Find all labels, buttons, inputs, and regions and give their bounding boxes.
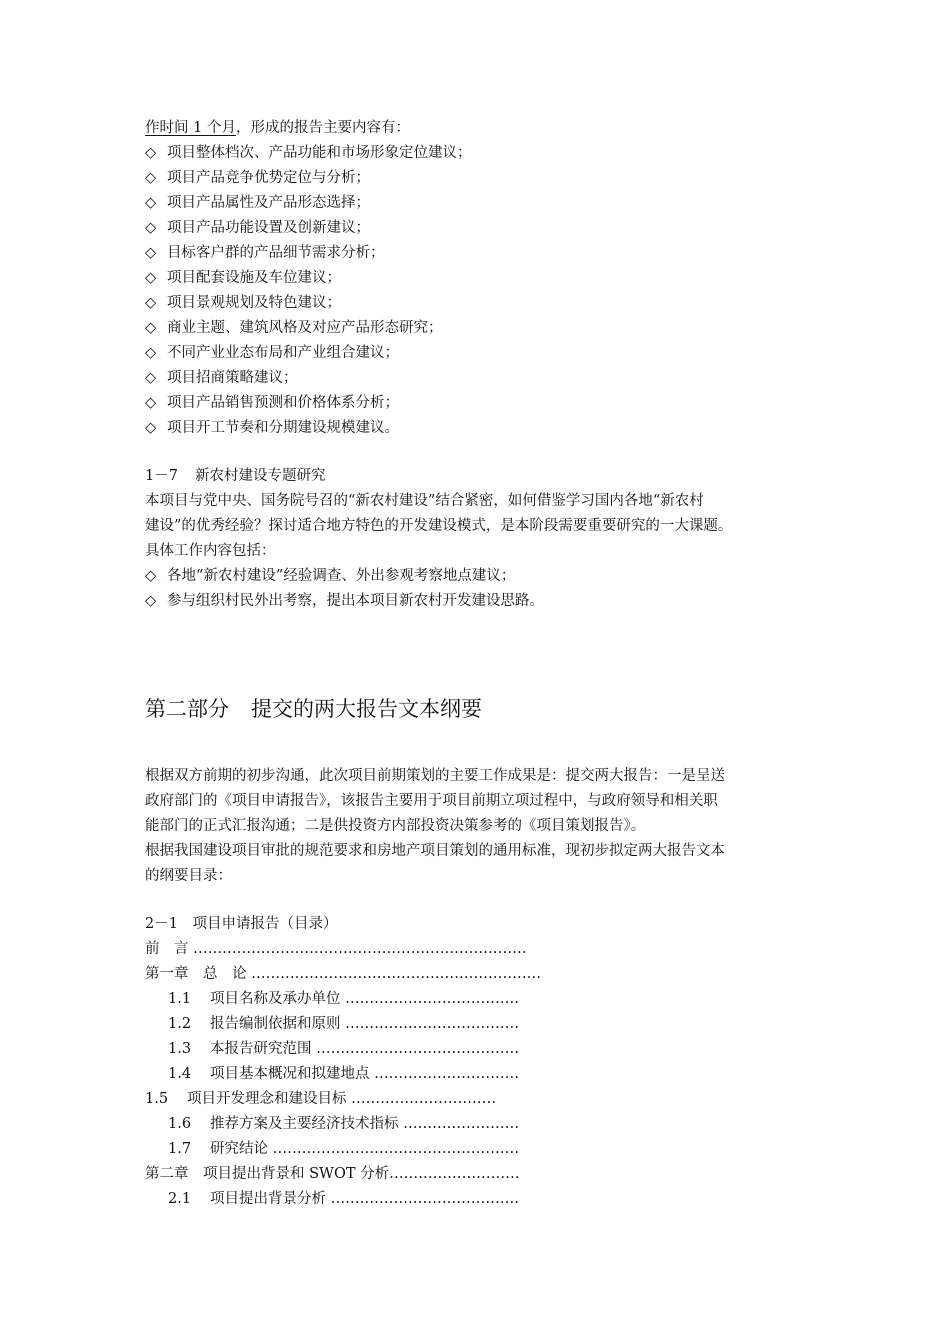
list-item (145, 591, 544, 611)
toc-entry-number: 1.3 (168, 1041, 192, 1057)
toc-entry-number: 1.2 (168, 1016, 192, 1032)
list-item (145, 193, 370, 213)
toc-entry-number: 2.1 (168, 1191, 192, 1207)
list-item-text: 商业主题、建筑风格及对应产品形态研究； (167, 320, 443, 336)
toc-entry (168, 1114, 519, 1134)
list-item-text: 项目招商策略建议； (167, 370, 298, 386)
toc-entry-number: 1.4 (168, 1066, 192, 1082)
toc-entry-number: 1.6 (168, 1116, 192, 1132)
toc-entry (168, 1064, 519, 1084)
toc-entry (145, 964, 541, 984)
list-item (145, 218, 370, 238)
list-item-text: 参与组织村民外出考察，提出本项目新农村开发建设思路。 (167, 593, 544, 609)
toc-entry-number: 1.5 (145, 1091, 169, 1107)
diamond-bullet-icon: ◇ (145, 170, 157, 186)
toc-entry-text: 报告编制依据和原则 ……………………………… (210, 1016, 520, 1032)
toc-entry (168, 1139, 519, 1159)
toc-entry-text: 项目基本概况和拟建地点 ………………………… (210, 1066, 520, 1082)
list-item (145, 318, 443, 338)
toc-entry (168, 989, 519, 1009)
toc-entry-text: 本报告研究范围 …………………………………… (210, 1041, 520, 1057)
section-heading-1-7 (145, 466, 326, 486)
part-title: 提交的两大报告文本纲要 (251, 697, 482, 721)
toc-entry (145, 1164, 520, 1184)
list-item (145, 268, 341, 288)
list-item-text: 项目开工节奏和分期建设规模建议。 (167, 420, 399, 436)
toc-entry-text: 项目名称及承办单位 ……………………………… (210, 991, 520, 1007)
diamond-bullet-icon: ◇ (145, 320, 157, 336)
paragraph-line: 具体工作内容包括： (145, 543, 276, 559)
diamond-bullet-icon: ◇ (145, 420, 157, 436)
toc-entry-number: 1.1 (168, 991, 192, 1007)
toc-entry-text: 研究结论 …………………………………………… (210, 1141, 520, 1157)
toc-entry (145, 939, 527, 959)
diamond-bullet-icon: ◇ (145, 220, 157, 236)
list-item-text: 项目产品销售预测和价格体系分析； (167, 395, 399, 411)
toc-entry (168, 1039, 519, 1059)
diamond-bullet-icon: ◇ (145, 195, 157, 211)
toc-entry-text: 第二章 项目提出背景和 SWOT 分析……………………… (145, 1166, 520, 1182)
toc-entry (145, 1089, 496, 1109)
diamond-bullet-icon: ◇ (145, 370, 157, 386)
paragraph-line: 根据双方前期的初步沟通，此次项目前期策划的主要工作成果是：提交两大报告：一是呈送 (145, 768, 725, 784)
diamond-bullet-icon: ◇ (145, 270, 157, 286)
list-item (145, 418, 399, 438)
diamond-bullet-icon: ◇ (145, 568, 157, 584)
list-item-text: 不同产业业态布局和产业组合建议； (167, 345, 399, 361)
section-number: 1－7 (145, 468, 178, 484)
list-item (145, 343, 399, 363)
paragraph-line: 的纲要目录： (145, 868, 232, 884)
intro-text: ，形成的报告主要内容有： (235, 120, 410, 136)
toc-heading: 2－1 项目申请报告（目录） (145, 916, 338, 932)
intro-underlined-text: 作时间 1 个月 (145, 120, 236, 136)
diamond-bullet-icon: ◇ (145, 345, 157, 361)
list-item (145, 368, 298, 388)
list-item (145, 143, 472, 163)
toc-entry (168, 1014, 519, 1034)
toc-entry-text: 项目提出背景分析 ………………………………… (210, 1191, 520, 1207)
diamond-bullet-icon: ◇ (145, 145, 157, 161)
diamond-bullet-icon: ◇ (145, 395, 157, 411)
list-item (145, 393, 399, 413)
list-item-text: 各地“新农村建设”经验调查、外出参观考察地点建议； (167, 568, 516, 584)
toc-entry (168, 1189, 519, 1209)
section-title: 新农村建设专题研究 (195, 468, 326, 484)
toc-entry-text: 第一章 总 论 …………………………………………………… (145, 966, 542, 982)
paragraph-line: 根据我国建设项目审批的规范要求和房地产项目策划的通用标准，现初步拟定两大报告文本 (145, 843, 725, 859)
list-item (145, 566, 515, 586)
list-item-text: 项目配套设施及车位建议； (167, 270, 341, 286)
paragraph-line: 本项目与党中央、国务院号召的“新农村建设”结合紧密，如何借鉴学习国内各地“新农村 (145, 493, 704, 509)
diamond-bullet-icon: ◇ (145, 245, 157, 261)
toc-entry-text: 项目开发理念和建设目标 ………………………… (187, 1091, 497, 1107)
list-item-text: 项目景观规划及特色建议； (167, 295, 341, 311)
diamond-bullet-icon: ◇ (145, 593, 157, 609)
list-item-text: 项目产品竞争优势定位与分析； (167, 170, 370, 186)
toc-entry-text: 前 言 …………………………………………………………… (145, 941, 527, 957)
list-item-text: 目标客户群的产品细节需求分析； (167, 245, 385, 261)
list-item-text: 项目产品属性及产品形态选择； (167, 195, 370, 211)
paragraph-line: 政府部门的《项目申请报告》，该报告主要用于项目前期立项过程中，与政府领导和相关职 (145, 793, 718, 809)
list-item-text: 项目产品功能设置及创新建议； (167, 220, 370, 236)
intro-line (145, 118, 410, 138)
part-two-heading (145, 695, 482, 723)
paragraph-line: 能部门的正式汇报沟通；二是供投资方内部投资决策参考的《项目策划报告》。 (145, 818, 646, 834)
toc-entry-text: 推荐方案及主要经济技术指标 …………………… (210, 1116, 520, 1132)
list-item (145, 243, 385, 263)
paragraph-line: 建设”的优秀经验？探讨适合地方特色的开发建设模式，是本阶段需要重要研究的一大课题。 (145, 518, 733, 534)
list-item-text: 项目整体档次、产品功能和市场形象定位建议； (167, 145, 472, 161)
toc-entry-number: 1.7 (168, 1141, 192, 1157)
diamond-bullet-icon: ◇ (145, 295, 157, 311)
part-label: 第二部分 (145, 697, 229, 721)
list-item (145, 168, 370, 188)
list-item (145, 293, 341, 313)
